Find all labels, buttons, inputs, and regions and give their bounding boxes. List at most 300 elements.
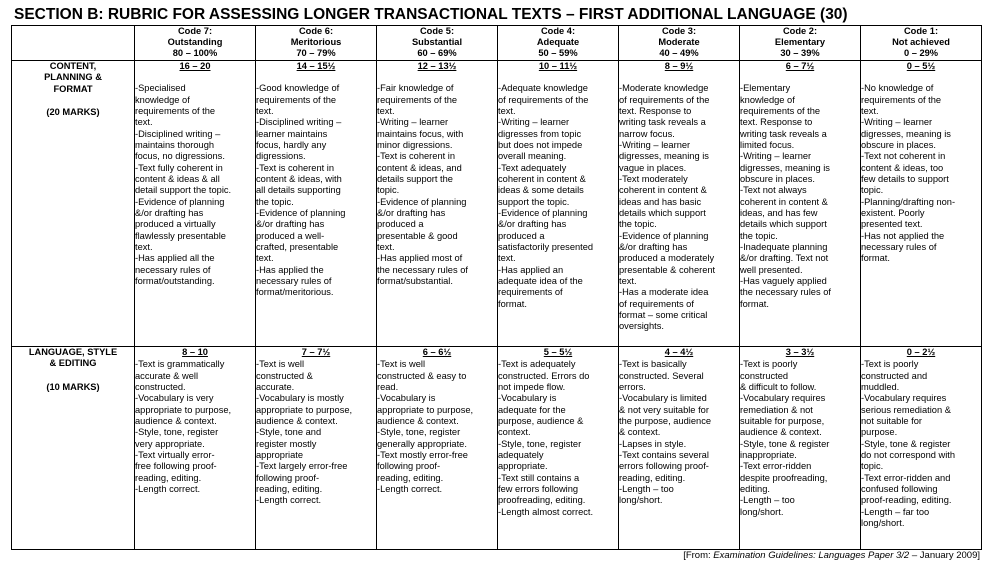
descriptor-cell [740,61,861,347]
descriptor-line: the topic. [619,219,657,230]
mark-range: 6 – 6½ [422,347,452,357]
criterion-row-language [12,347,982,550]
descriptor-line: the necessary rules of [377,264,468,275]
descriptor-line: requirements of [498,287,563,298]
mark-range: 3 – 3½ [785,347,815,357]
descriptor-line: long/short. [619,495,663,506]
descriptor-line: constructed [740,370,789,381]
mark-range: 16 – 20 [179,61,211,71]
descriptor-line: serious remediation & [861,404,951,415]
mark-range: 7 – 7½ [301,347,331,357]
descriptor-line: appropriate [256,449,304,460]
descriptor-line: details which support [740,219,827,230]
descriptor-line: free following proof- [135,461,217,472]
code-level: Elementary [774,36,826,47]
descriptor-line: requirements of the [740,105,821,116]
descriptor-line: -Text fully coherent in [135,162,223,173]
code-level: Substantial [411,36,463,47]
descriptor-line: adequate for the [498,404,566,415]
descriptor-line: content & ideas & all [135,173,220,184]
descriptor-line: ideas and has basic [619,196,702,207]
code-range: 50 – 59% [538,47,578,58]
descriptor-line: produced a [377,219,424,230]
descriptor-line: text. [377,105,395,116]
code-range: 70 – 79% [296,47,336,58]
code-label: Code 2: [782,26,818,36]
criterion-label [12,347,135,550]
code-level: Outstanding [167,36,223,47]
code-range: 40 – 49% [659,47,699,58]
code-label: Code 6: [298,26,334,36]
descriptor-line: minor digressions. [377,139,453,150]
criterion-title-line: FORMAT [53,83,93,94]
descriptor-line: focus, no digressions. [135,151,225,162]
descriptor-line: & difficult to follow. [740,381,817,392]
descriptor-line: -Writing – learner [740,151,812,162]
descriptor-line: generally appropriate. [377,438,467,449]
descriptor-line: following proof- [377,461,441,472]
page-title: SECTION B: RUBRIC FOR ASSESSING LONGER TRANSACTIONAL TEXTS – FIRST ADDITIONAL LANGUAGE (30) [14,6,848,23]
descriptor-line: requirements of the [861,94,942,105]
descriptor-line: -Has applied all the [135,253,215,264]
descriptor-line: suitable for purpose, [740,415,825,426]
descriptor-line: accurate. [256,381,295,392]
descriptor-line: constructed & [256,370,313,381]
descriptor-line: adequate idea of the [498,275,583,286]
descriptor-line: -Text mostly error-free [377,449,468,460]
descriptor-line: details support the [377,173,453,184]
descriptor-line: register mostly [256,438,317,449]
descriptor-line: learner maintains [256,128,328,139]
header-corner [12,26,135,61]
descriptor-line: long/short. [740,506,784,517]
descriptor-line: &/or drafting has [135,207,204,218]
code-label: Code 4: [540,26,576,36]
descriptor-line: -Disciplined writing – [135,128,221,139]
descriptor-line: &/or drafting has [256,219,325,230]
descriptor-line: proof-reading, editing. [861,495,952,506]
descriptor-line: -Style, tone, register [135,427,219,438]
descriptor-line: -Planning/drafting non- [861,196,956,207]
descriptor-line: reading, editing. [135,472,202,483]
descriptor-line: -Text error-ridden and [861,472,951,483]
descriptor-line: appropriate to purpose, [377,404,474,415]
descriptor-line: -Style, tone, register [498,438,582,449]
descriptor-line: text. [256,105,274,116]
descriptor-line: inappropriate. [740,449,797,460]
descriptor-line: presented text. [861,219,923,230]
descriptor-line: produced a virtually [135,219,216,230]
descriptor-line: requirements of the [135,105,216,116]
descriptor-line: content & ideas, with [256,173,342,184]
descriptor-line: -Vocabulary is limited [619,393,707,404]
descriptor-line: format/outstanding. [135,275,215,286]
descriptor-line: -Text is basically [619,359,687,370]
descriptor-line: topic. [861,461,884,472]
descriptor-line: obscure in places. [740,173,815,184]
code-level: Adequate [536,36,580,47]
criterion-title-line: LANGUAGE, STYLE [28,347,118,357]
descriptor-line: limited focus. [740,139,795,150]
mark-range: 6 – 7½ [785,61,815,71]
mark-range: 12 – 13½ [417,61,457,71]
descriptor-line: -Text is well [377,359,426,370]
descriptor-line: ideas, and has few [740,207,818,218]
descriptor-line: requirements of the [377,94,458,105]
descriptor-line: reading, editing. [256,483,323,494]
descriptor-line: -Text error-ridden [740,461,812,472]
descriptor-line: -Evidence of planning [377,196,467,207]
descriptor-line: -Text virtually error- [135,449,215,460]
descriptor-cell [740,347,861,550]
descriptor-line: -Text is coherent in [256,162,335,173]
code-label: Code 3: [661,26,697,36]
descriptor-line: few errors following [498,483,579,494]
code-range: 30 – 39% [780,47,820,58]
descriptor-line: -Text is adequately [498,359,576,370]
descriptor-line: muddled. [861,381,900,392]
descriptor-cell [377,347,498,550]
descriptor-line: -Text is grammatically [135,359,225,370]
descriptor-line: -Evidence of planning [498,207,588,218]
descriptor-line: format – some critical [619,309,708,320]
rubric-table [11,25,982,550]
code-label: Code 7: [177,26,213,36]
descriptor-line: -Vocabulary is [377,393,436,404]
header-code-1 [861,26,982,61]
header-code-3 [619,26,740,61]
code-level: Moderate [658,36,700,47]
descriptor-line: oversights. [619,321,664,332]
descriptor-line: -Adequate knowledge [498,83,588,94]
descriptor-line: -Specialised [135,83,186,94]
descriptor-line: -Evidence of planning [619,230,709,241]
mark-range: 5 – 5½ [543,347,573,357]
descriptor-line: -Length almost correct. [498,506,594,517]
descriptor-line: maintains thorough [135,139,215,150]
descriptor-line: topic. [377,185,400,196]
descriptor-line: -Disciplined writing – [256,117,342,128]
descriptor-line: constructed. Several [619,370,704,381]
descriptor-line: context. [498,427,531,438]
code-range: 0 – 29% [903,47,939,58]
code-level: Not achieved [892,36,950,47]
descriptor-line: reading, editing. [377,472,444,483]
descriptor-line: -Text still contains a [498,472,580,483]
criterion-marks: (20 MARKS) [46,106,100,117]
descriptor-line: presentable & good [377,230,458,241]
descriptor-line: -Text moderately [619,173,688,184]
descriptor-line: -Writing – learner [861,117,933,128]
descriptor-line: digressions. [256,151,306,162]
descriptor-line: of requirements of the [619,94,710,105]
header-code-7 [135,26,256,61]
citation-prefix: [From: [683,550,714,561]
descriptor-line: content & ideas, too [861,162,944,173]
descriptor-line: -Text is coherent in [377,151,456,162]
descriptor-line: of requirements of [619,298,694,309]
descriptor-line: appropriate to purpose, [256,404,353,415]
descriptor-line: long/short. [861,517,905,528]
descriptor-line: -Length correct. [256,495,322,506]
descriptor-line: well presented. [740,264,803,275]
descriptor-line: format. [861,253,890,264]
descriptor-line: -Elementary [740,83,791,94]
descriptor-line: -Vocabulary is [498,393,557,404]
mark-range: 10 – 11½ [538,61,578,71]
descriptor-line: digresses, meaning is [740,162,830,173]
descriptor-line: purpose, audience & [498,415,584,426]
descriptor-line: & context. [619,427,661,438]
descriptor-line: -Text is well [256,359,305,370]
descriptor-line: but does not impede [498,139,583,150]
descriptor-line: format/substantial. [377,275,453,286]
descriptor-cell [498,347,619,550]
code-label: Code 5: [419,26,455,36]
code-level: Meritorious [290,36,342,47]
descriptor-line: very appropriate. [135,438,205,449]
descriptor-line: -Length – too [619,483,674,494]
descriptor-line: appropriate. [498,461,548,472]
descriptor-line: format/meritorious. [256,287,334,298]
descriptor-line: not impede flow. [498,381,566,392]
descriptor-line: -Text is poorly [861,359,919,370]
descriptor-line: produced a [498,230,545,241]
descriptor-line: confused following [861,483,938,494]
descriptor-line: &/or drafting has [498,219,567,230]
descriptor-line: topic. [861,185,884,196]
descriptor-line: writing task reveals a [619,117,706,128]
mark-range: 4 – 4½ [664,347,694,357]
descriptor-line: details which support [619,207,706,218]
descriptor-line: audience & context. [377,415,459,426]
header-code-6 [256,26,377,61]
descriptor-line: -Length correct. [377,483,443,494]
descriptor-line: text. [135,117,153,128]
descriptor-line: -Evidence of planning [256,207,346,218]
descriptor-line: existent. Poorly [861,207,925,218]
descriptor-line: -Length – far too [861,506,930,517]
descriptor-line: -Style, tone & register [740,438,830,449]
descriptor-line: coherent in content & [740,196,828,207]
descriptor-line: detail support the topic. [135,185,232,196]
descriptor-line: -Vocabulary is very [135,393,214,404]
descriptor-line: flawlessly presentable [135,230,226,241]
descriptor-line: audience & context. [740,427,822,438]
descriptor-line: the topic. [740,230,778,241]
descriptor-line: -Vocabulary is mostly [256,393,344,404]
descriptor-line: -Style, tone, register [377,427,461,438]
descriptor-line: -Length – too [740,495,795,506]
descriptor-cell [619,347,740,550]
descriptor-line: -Text is poorly [740,359,798,370]
descriptor-line: despite proofreading, [740,472,828,483]
descriptor-line: the purpose, audience [619,415,712,426]
criterion-marks: (10 MARKS) [46,381,100,392]
descriptor-line: maintains focus, with [377,128,464,139]
descriptor-line: purpose. [861,427,898,438]
descriptor-line: knowledge of [740,94,795,105]
descriptor-line: format. [740,298,769,309]
source-citation [683,550,980,561]
descriptor-line: &/or drafting has [377,207,446,218]
descriptor-line: -Writing – learner [377,117,449,128]
criterion-row-content [12,61,982,347]
descriptor-line: text. Response to [619,105,692,116]
descriptor-line: text. [377,241,395,252]
descriptor-line: -Has applied an [498,264,564,275]
descriptor-line: of requirements of the [498,94,589,105]
descriptor-line: text. [135,241,153,252]
descriptor-line: text. [256,253,274,264]
descriptor-line: -Text not always [740,185,807,196]
descriptor-line: -Style, tone and [256,427,322,438]
mark-range: 0 – 5½ [906,61,936,71]
descriptor-line: -Length correct. [135,483,201,494]
criterion-title-line: PLANNING & [44,72,102,83]
descriptor-line: editing. [740,483,770,494]
mark-range: 14 – 15½ [296,61,336,71]
descriptor-line: read. [377,381,399,392]
descriptor-cell [861,61,982,347]
descriptor-line: -Text contains several [619,449,709,460]
descriptor-line: -No knowledge of [861,83,934,94]
descriptor-cell [619,61,740,347]
descriptor-line: -Has not applied the [861,230,945,241]
descriptor-line: -Fair knowledge of [377,83,454,94]
descriptor-cell [377,61,498,347]
descriptor-line: -Evidence of planning [135,196,225,207]
descriptor-cell [135,61,256,347]
descriptor-line: & not very suitable for [619,404,709,415]
descriptor-line: appropriate to purpose, [135,404,232,415]
descriptor-line: -Vocabulary requires [740,393,826,404]
descriptor-line: constructed and [861,370,928,381]
descriptor-line: produced a moderately [619,253,715,264]
descriptor-line: proofreading, editing. [498,495,586,506]
descriptor-line: &/or drafting has [619,241,688,252]
descriptor-line: adequately [498,449,544,460]
descriptor-line: format. [498,298,527,309]
descriptor-line: text. [498,253,516,264]
descriptor-line: -Has vaguely applied [740,275,827,286]
descriptor-cell [256,347,377,550]
descriptor-line: few details to support [861,173,949,184]
descriptor-cell [135,347,256,550]
descriptor-line: digresses from topic [498,128,582,139]
descriptor-line: overall meaning. [498,151,567,162]
descriptor-line: content & ideas, and [377,162,462,173]
descriptor-line: &/or drafting. Text not [740,253,829,264]
descriptor-line: digresses, meaning is [861,128,951,139]
descriptor-line: -Writing – learner [498,117,570,128]
code-range: 80 – 100% [172,47,218,58]
descriptor-line: necessary rules of [861,241,937,252]
descriptor-line: vague in places. [619,162,687,173]
descriptor-line: necessary rules of [256,275,332,286]
descriptor-line: writing task reveals a [740,128,827,139]
descriptor-line: -Style, tone & register [861,438,951,449]
header-code-4 [498,26,619,61]
descriptor-line: support the topic. [498,196,570,207]
descriptor-cell [498,61,619,347]
descriptor-line: the necessary rules of [740,287,831,298]
descriptor-line: -Writing – learner [619,139,691,150]
descriptor-line: coherent in content & [619,185,707,196]
descriptor-line: constructed. Errors do [498,370,590,381]
descriptor-line: -Vocabulary requires [861,393,947,404]
descriptor-line: -Has applied the [256,264,324,275]
citation-suffix: – January 2009] [909,550,980,561]
descriptor-line: focus, hardly any [256,139,327,150]
descriptor-line: -Lapses in style. [619,438,687,449]
descriptor-line: -Text largely error-free [256,461,348,472]
descriptor-line: errors following proof- [619,461,709,472]
descriptor-line: -Has applied most of [377,253,463,264]
descriptor-line: narrow focus. [619,128,675,139]
criterion-title-line: & EDITING [49,358,97,369]
header-code-5 [377,26,498,61]
descriptor-line: presentable & coherent [619,264,716,275]
criterion-title-line: CONTENT, [49,61,97,71]
code-label: Code 1: [903,26,939,36]
descriptor-line: text. Response to [740,117,813,128]
descriptor-line: text. [619,275,637,286]
descriptor-cell [256,61,377,347]
header-row [12,26,982,61]
descriptor-line: do not correspond with [861,449,956,460]
mark-range: 0 – 2½ [906,347,936,357]
descriptor-line: -Inadequate planning [740,241,828,252]
descriptor-line: -Has a moderate idea [619,287,709,298]
descriptor-line: not suitable for [861,415,922,426]
descriptor-line: digresses, meaning is [619,151,709,162]
descriptor-line: remediation & not [740,404,813,415]
descriptor-line: all details supporting [256,185,341,196]
descriptor-line: crafted, presentable [256,241,339,252]
descriptor-line: text. [498,105,516,116]
descriptor-line: obscure in places. [861,139,936,150]
descriptor-line: knowledge of [135,94,190,105]
descriptor-line: ideas & some details [498,185,584,196]
descriptor-cell [861,347,982,550]
descriptor-line: necessary rules of [135,264,211,275]
descriptor-line: coherent in content & [498,173,586,184]
header-code-2 [740,26,861,61]
descriptor-line: -Moderate knowledge [619,83,709,94]
descriptor-line: errors. [619,381,646,392]
descriptor-line: satisfactorily presented [498,241,594,252]
mark-range: 8 – 10 [182,347,208,357]
descriptor-line: constructed & easy to [377,370,467,381]
citation-source: Examination Guidelines: Languages Paper 3/2 [713,550,910,561]
descriptor-line: requirements of the [256,94,337,105]
descriptor-line: -Good knowledge of [256,83,340,94]
descriptor-line: -Text adequately [498,162,567,173]
descriptor-line: the topic. [256,196,294,207]
descriptor-line: produced a well- [256,230,325,241]
descriptor-line: accurate & well [135,370,199,381]
descriptor-line: reading, editing. [619,472,686,483]
descriptor-line: constructed. [135,381,186,392]
descriptor-line: audience & context. [256,415,338,426]
code-range: 60 – 69% [417,47,457,58]
descriptor-line: audience & context. [135,415,217,426]
mark-range: 8 – 9½ [664,61,694,71]
descriptor-line: following proof- [256,472,320,483]
descriptor-line: text. [861,105,879,116]
criterion-label [12,61,135,347]
